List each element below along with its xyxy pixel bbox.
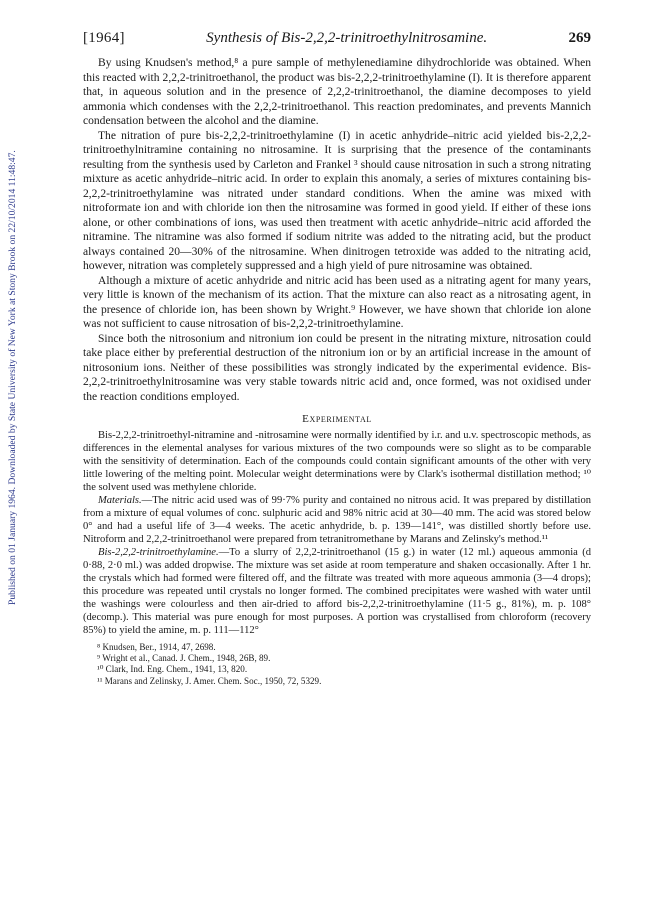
paragraph-body: —The nitric acid used was of 99·7% purity and contained no nitrous acid. It was prepared by distillation from a mixture of equal volumes of conc. sulphuric acid and 98% nitric acid at 30—40 mm. The acid was stored below 0° and had a useful life of 3—4 weeks. The acetic anhydride, b. p. 139—141°, was distilled shortly before use. Nitroform and 2,2,2-trinitroethanol were prepared from tetranitromethane by Marans and Zelinsky's method.¹¹ <box>83 495 591 545</box>
running-header <box>83 30 591 52</box>
paragraph-lead: Bis-2,2,2-trinitroethylamine. <box>98 547 219 558</box>
experimental-paragraph <box>83 494 591 546</box>
footnote: ⁹ Wright et al., Canad. J. Chem., 1948, 26B, 89. <box>97 653 271 664</box>
experimental-text <box>83 429 591 637</box>
discussion-text <box>83 56 591 404</box>
paragraph-lead: Materials. <box>98 495 142 506</box>
experimental-paragraph <box>83 546 591 637</box>
footnote: ¹¹ Marans and Zelinsky, J. Amer. Chem. Soc., 1950, 72, 5329. <box>97 675 322 686</box>
paragraph: By using Knudsen's method,⁸ a pure sample of methylenediamine dihydrochloride was obtained. When this reacted with 2,2,2-trinitroethanol, the product was bis-2,2,2-trinitroethylamine (I). It is therefore apparent that, in aqueous solution and in the presence of 2,2,2-trinitroethanol, the diamine decomposes to yield ammonia which condenses with the 2,2,2-trinitroethanol. This reaction predominates, and prevents Mannich condensation between the alcohol and the diamine. <box>83 57 591 127</box>
footnote: ⁸ Knudsen, Ber., 1914, 47, 2698. <box>97 642 216 652</box>
experimental-paragraph <box>83 429 591 494</box>
footnote: ¹⁰ Clark, Ind. Eng. Chem., 1941, 13, 820. <box>97 664 248 675</box>
journal-page <box>83 30 591 687</box>
paragraph-body: —To a slurry of 2,2,2-trinitroethanol (15 g.) in water (12 ml.) aqueous ammonia (d 0·88, 2·0 ml.) was added dropwise. The mixture was set aside at room temperature and shaken occasionally. After 1 hr. the crystals which had formed were filtered off, and the filtrate was treated with more aqueous ammonia (3—4 drops); this procedure was repeated until crystals no longer formed. The combined precipitates were washed with water until the washings were colourless and then air-dried to afford bis-2,2,2-trinitroethylamine (11·5 g., 81%), m. p. 108° (decomp.). This material was pure enough for most purposes. A portion was crystallised from chloroform (recovery 85%) to yield the amine, m. p. 111—112° <box>83 547 591 636</box>
page-number: 269 <box>568 30 591 46</box>
paragraph: Although a mixture of acetic anhydride and nitric acid has been used as a nitrating agent for many years, very little is known of the mechanism of its action. That the mixture can also react as a nitrosating agent, in the presence of chloride ion, has been shown by Wright.⁹ However, we have shown that chloride ion alone was not sufficient to cause nitrosation of bis-2,2,2-trinitroethylamine. <box>83 274 591 330</box>
section-heading: Experimental <box>302 413 372 425</box>
header-year: [1964] <box>83 30 125 46</box>
paragraph: The nitration of pure bis-2,2,2-trinitroethylamine (I) in acetic anhydride–nitric acid yielded bis-2,2,2-trinitroethylnitramine containing no nitrosamine. It is surprising that the presence of the contaminants resulting from the synthesis used by Carleton and Frankel ³ should cause nitrosation in such a strong nitrating mixture as acetic anhydride–nitric acid. In order to explain this anomaly, a series of mixtures containing bis-2,2,2-trinitroethylamine was nitrated under standard conditions. When the amine was mixed with nitroformate ion and with chloride ion then the nitrosamine was formed in good yield. If either of these ions alone, or other combinations of ions, was used then treatment with acetic anhydride–nitric acid afforded the nitramine. The nitramine was also formed if sodium nitrite was added to the nitrating acid, but the product always contained 20—30% of the nitrosamine. When dinitrogen tetroxide was added to the nitrating acid, however, nitration was completely suppressed and a high yield of pure nitrosamine was obtained. <box>83 129 591 272</box>
paragraph-body: Bis-2,2,2-trinitroethyl-nitramine and -nitrosamine were normally identified by i.r. and u.v. spectroscopic methods, as differences in the elemental analyses for various mixtures of the two compounds were so slight as to be comparable with the sensitivity of determination. Each of the compounds could contain significant amounts of the other with very little lowering of the melting point. Molecular weight determinations were by Clark's isothermal distillation method; ¹⁰ the solvent used was methylene chloride. <box>83 430 591 493</box>
header-title: Synthesis of Bis-2,2,2-trinitroethylnitrosamine. <box>206 30 488 46</box>
download-watermark: Published on 01 January 1964. Downloaded by State University of New York at Stony Brook on 22/10/2014 11:48:47. <box>7 150 18 605</box>
paragraph: Since both the nitrosonium and nitronium ion could be present in the nitrating mixture, nitrosation could take place either by preferential destruction of the nitronium ion or by an artificial increase in the amount of nitrosonium ions. Neither of these possibilities was strongly indicated by the experimental evidence. Bis-2,2,2-trinitroethylnitrosamine was very stable towards nitric acid and, once formed, was not oxidised under the reaction conditions employed. <box>83 332 591 403</box>
footnotes <box>83 642 591 687</box>
